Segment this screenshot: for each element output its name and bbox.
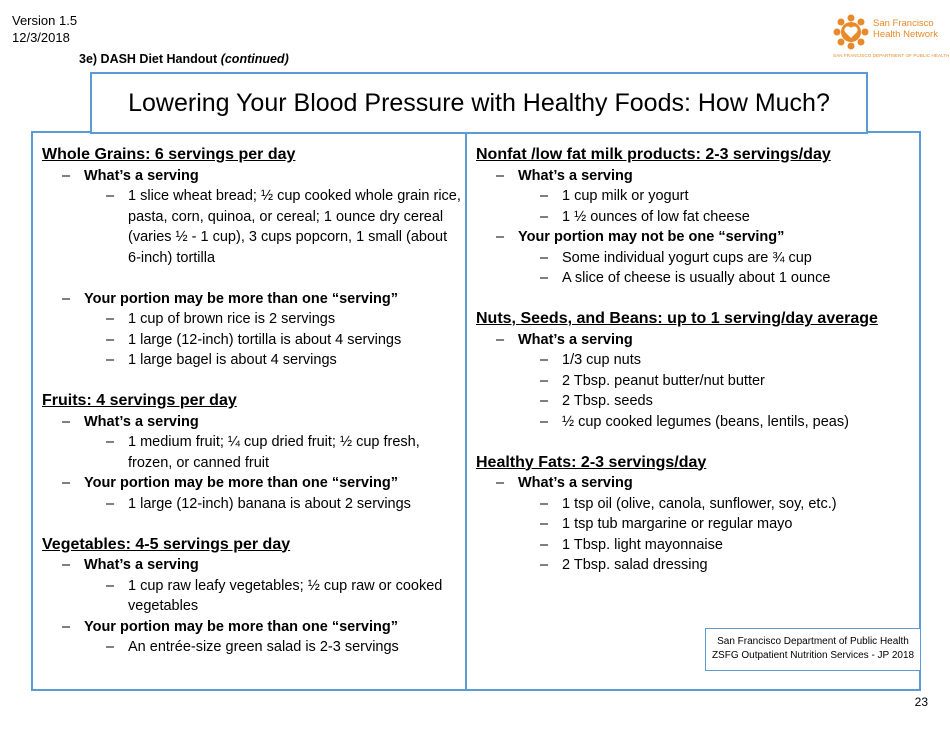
serving-item — [476, 268, 916, 289]
logo-subline: SAN FRANCISCO DEPARTMENT OF PUBLIC HEALTH — [833, 53, 950, 58]
serving-item-text: 1 large (12-inch) banana is about 2 servings — [128, 495, 411, 512]
logo-text — [873, 18, 938, 40]
serving-item-text: 1/3 cup nuts — [562, 352, 641, 368]
dash-marker: – — [496, 475, 505, 491]
dash-marker: – — [62, 618, 71, 635]
serving-group-label — [476, 330, 916, 351]
serving-item-text: 1 medium fruit; ¼ cup dried fruit; ½ cup fresh, frozen, or canned fruit — [128, 434, 420, 471]
serving-item — [42, 576, 462, 617]
serving-item — [476, 412, 916, 433]
dash-marker: – — [540, 270, 549, 286]
dash-marker: – — [540, 413, 549, 430]
serving-group-label — [42, 412, 462, 433]
handout-suffix: (continued) — [220, 52, 289, 66]
serving-item-text: 1 Tbsp. light mayonnaise — [562, 536, 723, 553]
section-heading: Vegetables: 4-5 servings per day — [42, 535, 291, 553]
title-banner — [90, 72, 868, 134]
food-section — [42, 391, 462, 514]
dash-marker: – — [540, 352, 549, 368]
serving-group-label — [476, 166, 916, 187]
right-column — [476, 145, 916, 596]
handout-title: 3e) DASH Diet Handout — [79, 52, 218, 66]
version-label: Version 1.5 — [12, 13, 78, 28]
footer-line-2: ZSFG Outpatient Nutrition Services - JP 2018 — [711, 650, 915, 661]
serving-item-text: An entrée-size green salad is 2-3 servings — [128, 639, 399, 655]
serving-group-label — [42, 555, 462, 576]
sfhn-logo-icon — [833, 14, 869, 50]
serving-item-text: 1 tsp tub margarine or regular mayo — [562, 516, 793, 532]
serving-item — [42, 330, 462, 351]
food-section — [42, 145, 462, 371]
serving-item-text: 2 Tbsp. seeds — [562, 393, 653, 409]
group-label-text: What’s a serving — [518, 167, 633, 184]
dash-marker: – — [62, 475, 71, 491]
serving-group-label — [42, 617, 462, 638]
dash-marker: – — [540, 393, 549, 409]
dash-marker: – — [62, 290, 71, 307]
logo-line-1: San Francisco — [873, 18, 934, 29]
sfhn-logo — [833, 14, 950, 64]
serving-item — [476, 535, 916, 556]
serving-item — [476, 555, 916, 576]
serving-item-text: 1 cup of brown rice is 2 servings — [128, 311, 336, 327]
dash-marker: – — [496, 229, 505, 245]
serving-item — [42, 637, 462, 658]
dash-marker: – — [62, 413, 71, 430]
serving-item-text: A slice of cheese is usually about 1 ounce — [562, 270, 831, 286]
version-date: 12/3/2018 — [12, 30, 70, 45]
serving-item — [42, 309, 462, 330]
dash-marker: – — [106, 352, 115, 368]
dash-marker: – — [540, 557, 549, 573]
group-label-text: What’s a serving — [518, 475, 633, 491]
serving-item-text: 1 large bagel is about 4 servings — [128, 352, 337, 368]
serving-item-text: 1 ½ ounces of low fat cheese — [562, 208, 750, 225]
footer-line-1: San Francisco Department of Public Health — [717, 636, 909, 647]
serving-item-text: Some individual yogurt cups are ¾ cup — [562, 249, 812, 266]
footer-credit — [705, 628, 921, 671]
dash-marker: – — [106, 311, 115, 327]
dash-marker: – — [540, 208, 549, 225]
group-label-text: What’s a serving — [84, 557, 199, 573]
serving-item — [476, 186, 916, 207]
group-label-text: Your portion may be more than one “serving” — [84, 290, 398, 307]
group-label-text: Your portion may be more than one “serving” — [84, 475, 398, 491]
dash-marker: – — [106, 331, 115, 348]
section-heading: Fruits: 4 servings per day — [42, 392, 237, 409]
dash-marker: – — [540, 516, 549, 532]
serving-item — [476, 350, 916, 371]
section-heading: Nonfat /low fat milk products: 2-3 servings/day — [476, 146, 831, 163]
serving-item — [476, 248, 916, 269]
serving-group-label — [476, 227, 916, 248]
serving-item — [42, 350, 462, 371]
section-heading: Healthy Fats: 2-3 servings/day — [476, 453, 707, 471]
content-box — [31, 131, 921, 691]
serving-item — [42, 186, 462, 268]
dash-marker: – — [106, 577, 115, 594]
serving-item — [476, 371, 916, 392]
group-label-text: What’s a serving — [518, 331, 633, 348]
serving-item — [476, 207, 916, 228]
dash-marker: – — [62, 167, 71, 184]
section-heading: Whole Grains: 6 servings per day — [42, 146, 296, 163]
dash-marker: – — [540, 188, 549, 204]
dash-marker: – — [540, 249, 549, 266]
dash-marker: – — [540, 495, 549, 512]
section-heading: Nuts, Seeds, and Beans: up to 1 serving/day average — [476, 310, 878, 327]
food-section — [476, 145, 916, 289]
logo-line-2: Health Network — [873, 29, 938, 40]
serving-item — [476, 391, 916, 412]
dash-marker: – — [540, 536, 549, 553]
serving-item — [476, 494, 916, 515]
dash-marker: – — [540, 372, 549, 389]
left-column — [42, 145, 462, 678]
page-title: Lowering Your Blood Pressure with Healthy Foods: How Much? — [128, 88, 830, 117]
serving-group-label — [42, 166, 462, 187]
serving-item — [476, 514, 916, 535]
food-section — [42, 535, 462, 658]
serving-item-text: 1 slice wheat bread; ½ cup cooked whole grain rice, pasta, corn, quinoa, or cereal; 1 ounce dry cereal (varies ½ - 1 cup), 3 cups popcorn, 1 small (about 6-inch) tortilla — [128, 188, 461, 266]
dash-marker: – — [62, 557, 71, 573]
version-info — [12, 12, 77, 46]
serving-item-text: 1 cup raw leafy vegetables; ½ cup raw or cooked vegetables — [128, 577, 443, 614]
spacer — [42, 268, 462, 289]
dash-marker: – — [106, 188, 115, 204]
food-section — [476, 453, 916, 576]
serving-item-text: 1 tsp oil (olive, canola, sunflower, soy, etc.) — [562, 495, 837, 512]
group-label-text: Your portion may not be one “serving” — [518, 229, 785, 245]
dash-marker: – — [106, 639, 115, 655]
serving-item-text: 1 cup milk or yogurt — [562, 188, 689, 204]
dash-marker: – — [106, 495, 115, 512]
food-section — [476, 309, 916, 432]
serving-item-text: 2 Tbsp. salad dressing — [562, 557, 708, 573]
dash-marker: – — [496, 331, 505, 348]
serving-item-text: 1 large (12-inch) tortilla is about 4 servings — [128, 331, 402, 348]
serving-group-label — [476, 473, 916, 494]
column-divider — [465, 133, 467, 689]
page-number: 23 — [914, 695, 928, 709]
handout-label — [79, 52, 289, 66]
dash-marker: – — [496, 167, 505, 184]
dash-marker: – — [106, 434, 115, 450]
group-label-text: What’s a serving — [84, 167, 199, 184]
serving-group-label — [42, 289, 462, 310]
serving-item — [42, 494, 462, 515]
serving-item-text: 2 Tbsp. peanut butter/nut butter — [562, 372, 765, 389]
group-label-text: What’s a serving — [84, 413, 199, 430]
serving-group-label — [42, 473, 462, 494]
serving-item — [42, 432, 462, 473]
serving-item-text: ½ cup cooked legumes (beans, lentils, peas) — [562, 413, 849, 430]
group-label-text: Your portion may be more than one “serving” — [84, 618, 398, 635]
